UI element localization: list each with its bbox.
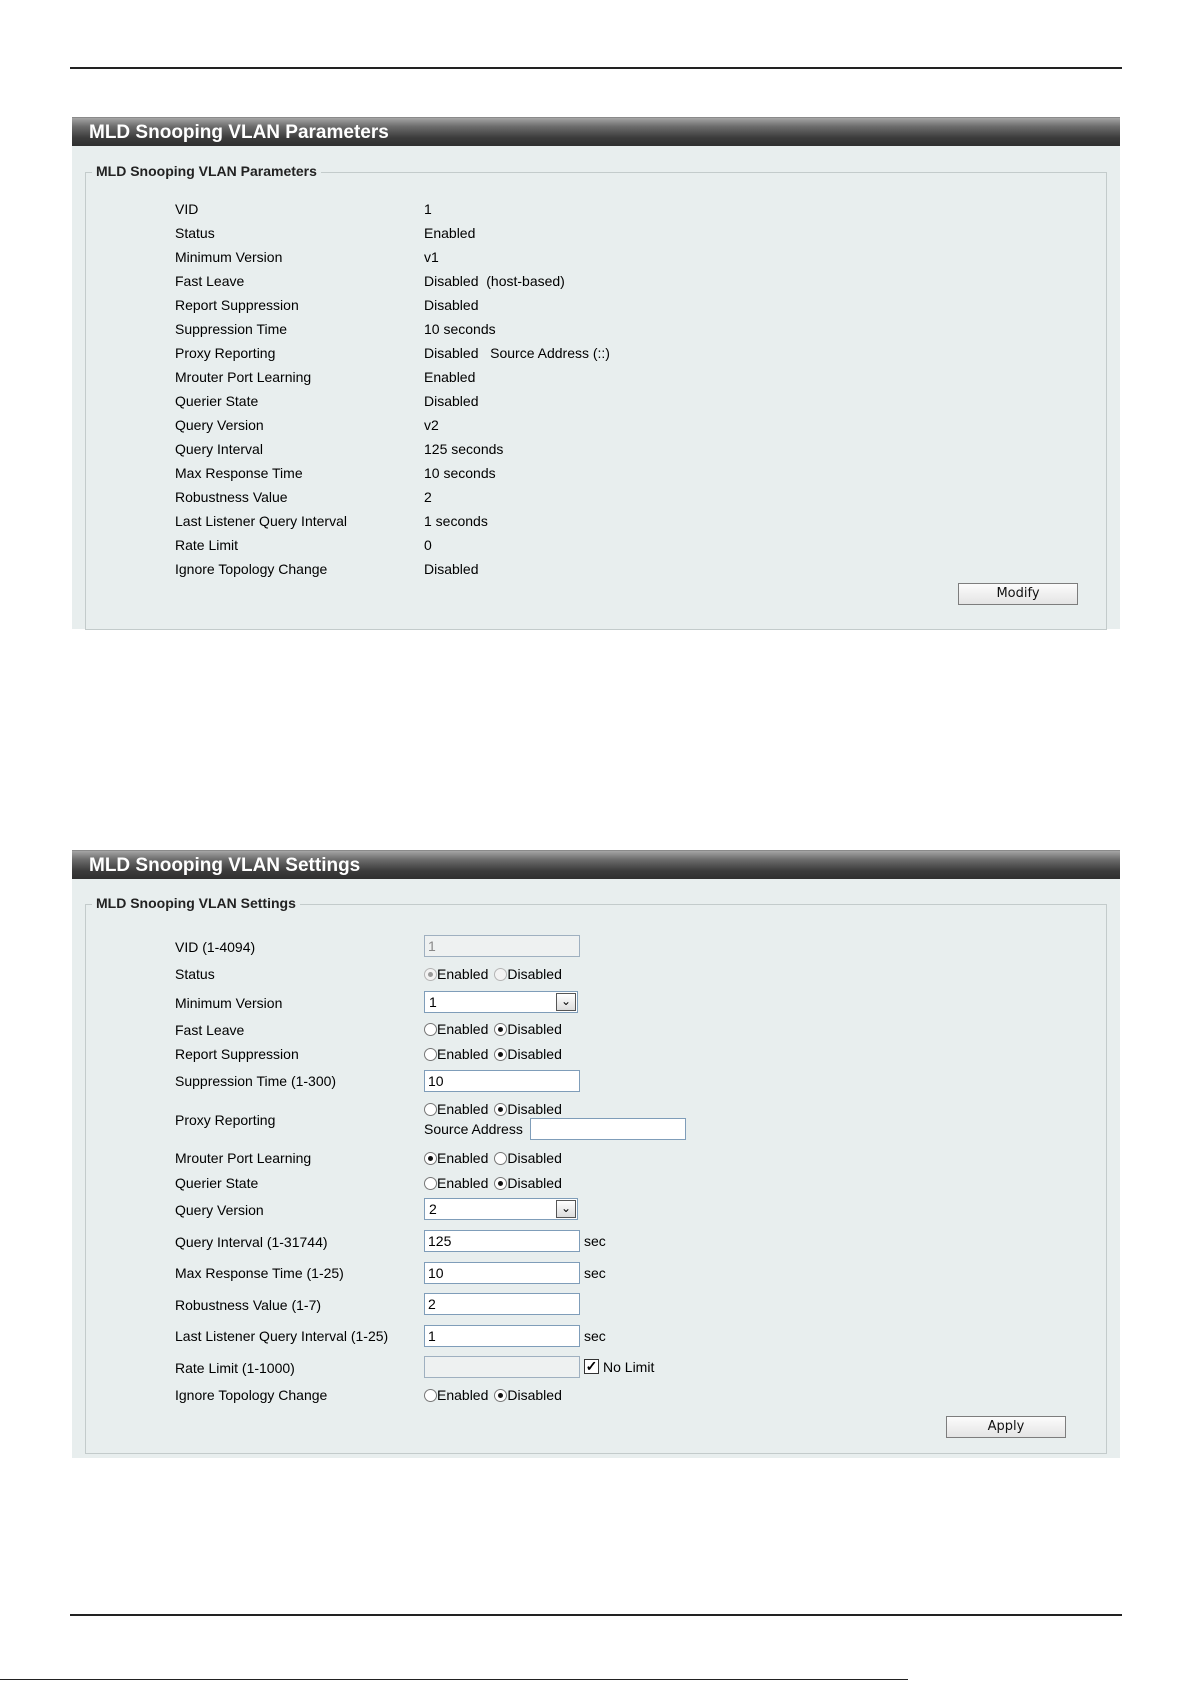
fast-leave-radio-group bbox=[424, 1021, 562, 1037]
status-label: Status bbox=[175, 966, 215, 982]
mrouter-enabled-radio[interactable] bbox=[424, 1152, 437, 1165]
suppression-time-input[interactable]: 10 bbox=[424, 1070, 580, 1092]
param-value: 2 bbox=[424, 489, 432, 505]
param-label: Robustness Value bbox=[175, 489, 288, 505]
settings-panel bbox=[72, 850, 1120, 1458]
rate-limit-input[interactable] bbox=[424, 1356, 580, 1378]
proxy-reporting-disabled-radio[interactable] bbox=[494, 1103, 507, 1116]
status-disabled-label: Disabled bbox=[507, 966, 562, 982]
status-radio-group bbox=[424, 966, 562, 982]
query-interval-input[interactable]: 125 bbox=[424, 1230, 580, 1252]
min-version-select[interactable] bbox=[424, 991, 578, 1013]
query-interval-unit: sec bbox=[584, 1233, 606, 1249]
vid-label: VID (1-4094) bbox=[175, 939, 256, 955]
ignore-topology-disabled-radio[interactable] bbox=[494, 1389, 507, 1402]
mrouter-label: Mrouter Port Learning bbox=[175, 1150, 312, 1166]
param-value: 125 seconds bbox=[424, 441, 504, 457]
query-interval-label: Query Interval (1-31744) bbox=[175, 1234, 328, 1250]
ignore-topology-disabled-label: Disabled bbox=[507, 1387, 562, 1403]
ignore-topology-enabled-label: Enabled bbox=[437, 1387, 489, 1403]
proxy-reporting-enabled-radio[interactable] bbox=[424, 1103, 437, 1116]
proxy-reporting-label: Proxy Reporting bbox=[175, 1112, 276, 1128]
param-label: Query Version bbox=[175, 417, 264, 433]
param-value: 1 bbox=[424, 201, 432, 217]
page-top-rule bbox=[70, 67, 1122, 69]
proxy-reporting-enabled-label: Enabled bbox=[437, 1101, 489, 1117]
settings-legend: MLD Snooping VLAN Settings bbox=[92, 895, 300, 911]
param-value: Disabled (host-based) bbox=[424, 273, 565, 289]
mrouter-enabled-label: Enabled bbox=[437, 1150, 489, 1166]
report-suppression-radio-group bbox=[424, 1046, 562, 1062]
param-label: VID bbox=[175, 201, 199, 217]
param-value: 0 bbox=[424, 537, 432, 553]
ignore-topology-label: Ignore Topology Change bbox=[175, 1387, 328, 1403]
query-version-select[interactable] bbox=[424, 1198, 578, 1220]
page-bottom-rule bbox=[70, 1614, 1122, 1616]
param-value: v1 bbox=[424, 249, 439, 265]
source-address-input[interactable] bbox=[530, 1118, 686, 1140]
report-suppression-enabled-label: Enabled bbox=[437, 1046, 489, 1062]
llqi-label: Last Listener Query Interval (1-25) bbox=[175, 1328, 389, 1344]
param-value: 1 seconds bbox=[424, 513, 488, 529]
param-value: Disabled bbox=[424, 297, 479, 313]
suppression-time-label: Suppression Time (1-300) bbox=[175, 1073, 337, 1089]
querier-label: Querier State bbox=[175, 1175, 259, 1191]
param-value: v2 bbox=[424, 417, 439, 433]
param-label: Proxy Reporting bbox=[175, 345, 276, 361]
param-label: Max Response Time bbox=[175, 465, 303, 481]
param-label: Fast Leave bbox=[175, 273, 245, 289]
param-label: Minimum Version bbox=[175, 249, 283, 265]
querier-enabled-radio[interactable] bbox=[424, 1177, 437, 1190]
params-panel bbox=[72, 117, 1120, 629]
footer-rule bbox=[0, 1679, 908, 1680]
settings-panel-header: MLD Snooping VLAN Settings bbox=[72, 850, 1120, 879]
fast-leave-disabled-radio[interactable] bbox=[494, 1023, 507, 1036]
params-panel-header: MLD Snooping VLAN Parameters bbox=[72, 117, 1120, 146]
report-suppression-label: Report Suppression bbox=[175, 1046, 299, 1062]
robustness-label: Robustness Value (1-7) bbox=[175, 1297, 322, 1313]
param-value: Disabled bbox=[424, 393, 479, 409]
max-response-input[interactable]: 10 bbox=[424, 1262, 580, 1284]
apply-button[interactable]: Apply bbox=[946, 1416, 1066, 1438]
param-label: Mrouter Port Learning bbox=[175, 369, 312, 385]
chevron-down-icon: ⌄ bbox=[556, 1200, 576, 1218]
min-version-value: 1 bbox=[429, 994, 437, 1010]
param-value: 10 seconds bbox=[424, 321, 496, 337]
param-label: Status bbox=[175, 225, 215, 241]
query-version-label: Query Version bbox=[175, 1202, 264, 1218]
mrouter-disabled-radio[interactable] bbox=[494, 1152, 507, 1165]
param-label: Ignore Topology Change bbox=[175, 561, 328, 577]
max-response-label: Max Response Time (1-25) bbox=[175, 1265, 344, 1281]
ignore-topology-enabled-radio[interactable] bbox=[424, 1389, 437, 1402]
param-label: Querier State bbox=[175, 393, 259, 409]
querier-radio-group bbox=[424, 1175, 562, 1191]
min-version-label: Minimum Version bbox=[175, 995, 283, 1011]
querier-disabled-label: Disabled bbox=[507, 1175, 562, 1191]
report-suppression-enabled-radio[interactable] bbox=[424, 1048, 437, 1061]
status-enabled-radio[interactable] bbox=[424, 968, 437, 981]
param-label: Last Listener Query Interval bbox=[175, 513, 347, 529]
param-value: Enabled bbox=[424, 225, 476, 241]
fast-leave-enabled-radio[interactable] bbox=[424, 1023, 437, 1036]
ignore-topology-radio-group bbox=[424, 1387, 562, 1403]
param-value: Disabled Source Address (::) bbox=[424, 345, 610, 361]
rate-limit-label: Rate Limit (1-1000) bbox=[175, 1360, 295, 1376]
param-value: 10 seconds bbox=[424, 465, 496, 481]
status-disabled-radio[interactable] bbox=[494, 968, 507, 981]
status-enabled-label: Enabled bbox=[437, 966, 489, 982]
vid-input[interactable]: 1 bbox=[424, 935, 580, 957]
query-version-value: 2 bbox=[429, 1201, 437, 1217]
no-limit-checkbox[interactable]: ✓ bbox=[585, 1358, 598, 1374]
param-value: Enabled bbox=[424, 369, 476, 385]
param-label: Query Interval bbox=[175, 441, 263, 457]
fast-leave-enabled-label: Enabled bbox=[437, 1021, 489, 1037]
fast-leave-label: Fast Leave bbox=[175, 1022, 245, 1038]
param-label: Report Suppression bbox=[175, 297, 299, 313]
report-suppression-disabled-label: Disabled bbox=[507, 1046, 562, 1062]
querier-enabled-label: Enabled bbox=[437, 1175, 489, 1191]
param-value: Disabled bbox=[424, 561, 479, 577]
proxy-reporting-disabled-label: Disabled bbox=[507, 1101, 562, 1117]
mrouter-radio-group bbox=[424, 1150, 562, 1166]
param-label: Rate Limit bbox=[175, 537, 239, 553]
params-legend: MLD Snooping VLAN Parameters bbox=[92, 163, 321, 179]
modify-button[interactable]: Modify bbox=[958, 583, 1078, 605]
source-address-label: Source Address bbox=[424, 1121, 523, 1137]
proxy-reporting-radio-group bbox=[424, 1101, 562, 1117]
robustness-input[interactable]: 2 bbox=[424, 1293, 580, 1315]
mrouter-disabled-label: Disabled bbox=[507, 1150, 562, 1166]
no-limit-label: No Limit bbox=[603, 1359, 655, 1375]
querier-disabled-radio[interactable] bbox=[494, 1177, 507, 1190]
max-response-unit: sec bbox=[584, 1265, 606, 1281]
llqi-unit: sec bbox=[584, 1328, 606, 1344]
fast-leave-disabled-label: Disabled bbox=[507, 1021, 562, 1037]
param-label: Suppression Time bbox=[175, 321, 288, 337]
chevron-down-icon: ⌄ bbox=[556, 993, 576, 1011]
llqi-input[interactable]: 1 bbox=[424, 1325, 580, 1347]
report-suppression-disabled-radio[interactable] bbox=[494, 1048, 507, 1061]
